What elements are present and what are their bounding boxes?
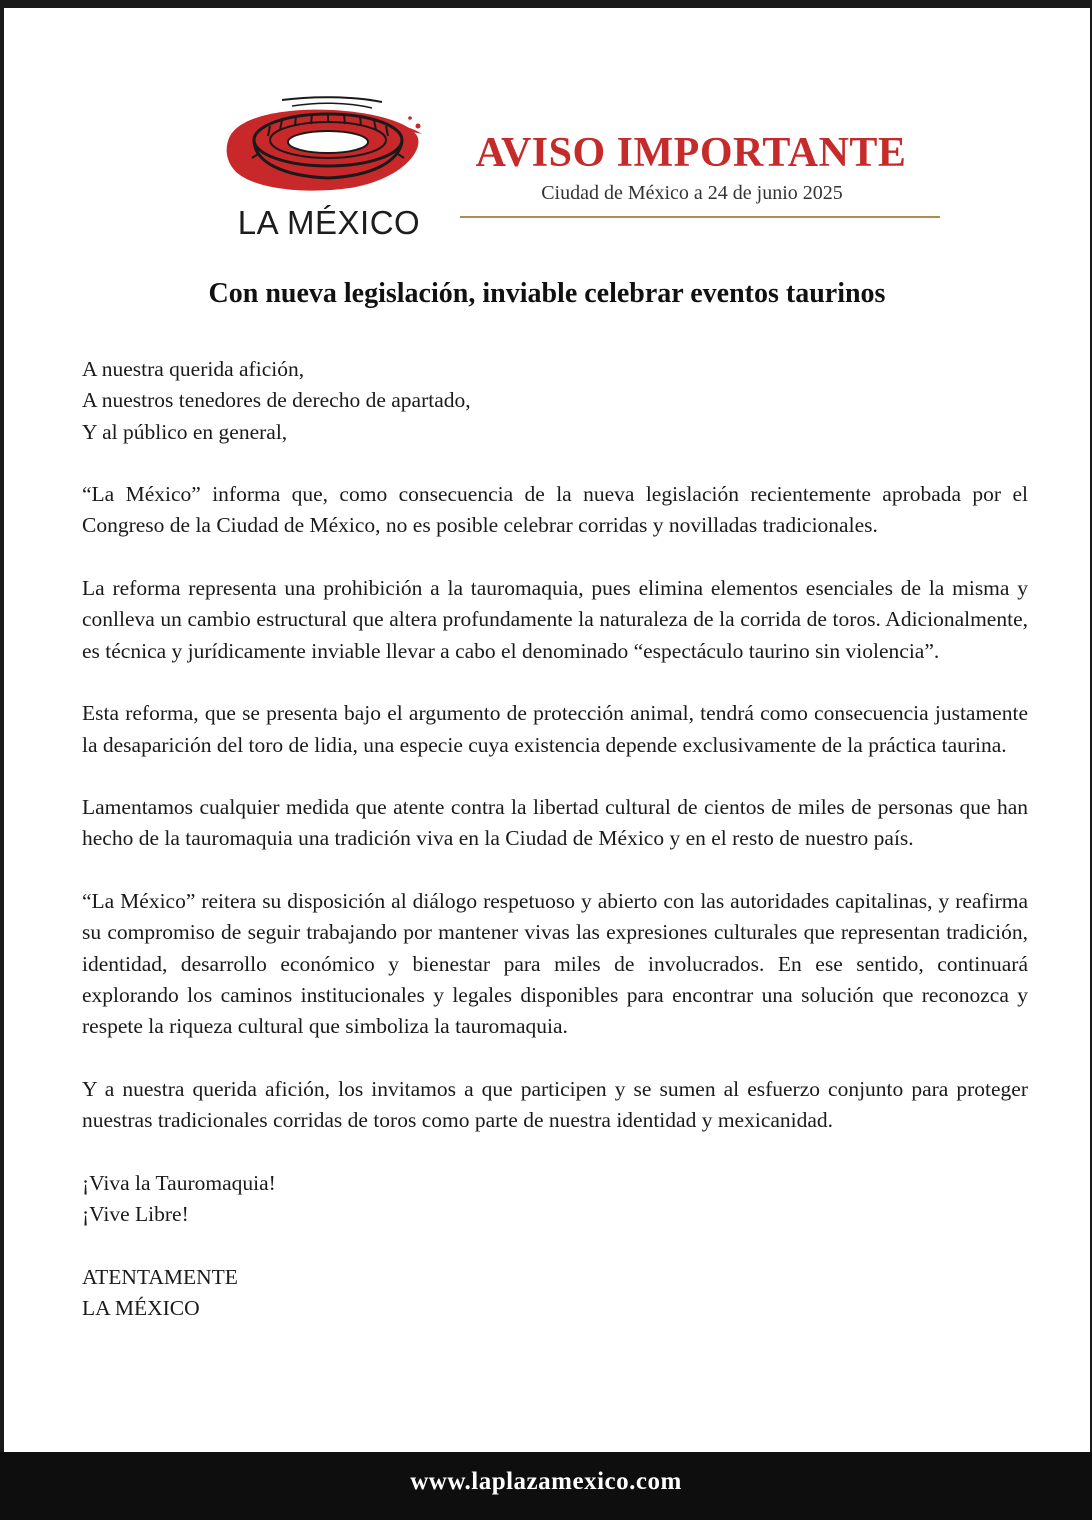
paragraph: “La México” informa que, como consecuencia de la nueva legislación recientemente aprobada por el Congreso de la Ciudad de México, no es posible celebrar corridas y novilladas tradicionales. xyxy=(82,482,1028,538)
greeting-line: Y al público en general, xyxy=(82,419,288,444)
slogan-line: ¡Viva la Tauromaquia! xyxy=(82,1170,276,1195)
signature-line: LA MÉXICO xyxy=(82,1295,200,1320)
footer-bar xyxy=(0,1452,1092,1520)
greeting-line: A nuestros tenedores de derecho de apartado, xyxy=(82,388,471,413)
paragraph: “La México” reitera su disposición al diálogo respetuoso y abierto con las autoridades capitalinas, y reafirma su compromiso de seguir trabajando por mantener vivas las expresiones culturales que representan tradición, identidad, desarrollo económico y bienestar para miles de involucrados. En ese sentido, continuará explorando los caminos institucionales y legales disponibles para encontrar una solución que reconozca y respete la riqueza cultural que simboliza la tauromaquia. xyxy=(82,889,1028,1039)
paragraph: Y a nuestra querida afición, los invitamos a que participen y se sumen al esfuerzo conjunto para proteger nuestras tradicionales corridas de toros como parte de nuestra identidad y mexicanidad. xyxy=(82,1076,1028,1133)
greeting-line: A nuestra querida afición, xyxy=(82,357,305,381)
bullring-icon xyxy=(222,96,432,206)
paragraph: Lamentamos cualquier medida que atente contra la libertad cultural de cientos de miles de personas que han hecho de la tauromaquia una tradición viva en la Ciudad de México y en el resto de nuestro país. xyxy=(82,795,1028,851)
paragraph: Esta reforma, que se presenta bajo el argumento de protección animal, tendrá como consecuencia justamente la desaparición del toro de lidia, una especie cuya existencia depende exclusivamente de la práctica taurina. xyxy=(82,701,1028,757)
signature-line: ATENTAMENTE xyxy=(82,1264,238,1289)
letter-body xyxy=(82,354,1028,1324)
paragraph: La reforma representa una prohibición a la tauromaquia, pues elimina elementos esenciales de la misma y conlleva un cambio estructural que altera profundamente la naturaleza de la corrida de toros. Adicionalmente, es técnica y jurídicamente inviable llevar a cabo el denominado “espectáculo taurino sin violencia”. xyxy=(82,576,1028,663)
header-divider xyxy=(460,216,940,218)
document-page xyxy=(4,8,1090,1452)
logo-wordmark: LA MÉXICO xyxy=(237,204,421,241)
slogan-line: ¡Vive Libre! xyxy=(82,1202,189,1227)
la-mexico-logo xyxy=(222,96,432,246)
headline: Con nueva legislación, inviable celebrar eventos taurinos xyxy=(208,278,886,309)
notice-date: Ciudad de México a 24 de junio 2025 xyxy=(541,182,843,204)
website-link[interactable]: www.laplazamexico.com xyxy=(410,1468,682,1495)
notice-title: AVISO IMPORTANTE xyxy=(475,130,907,176)
